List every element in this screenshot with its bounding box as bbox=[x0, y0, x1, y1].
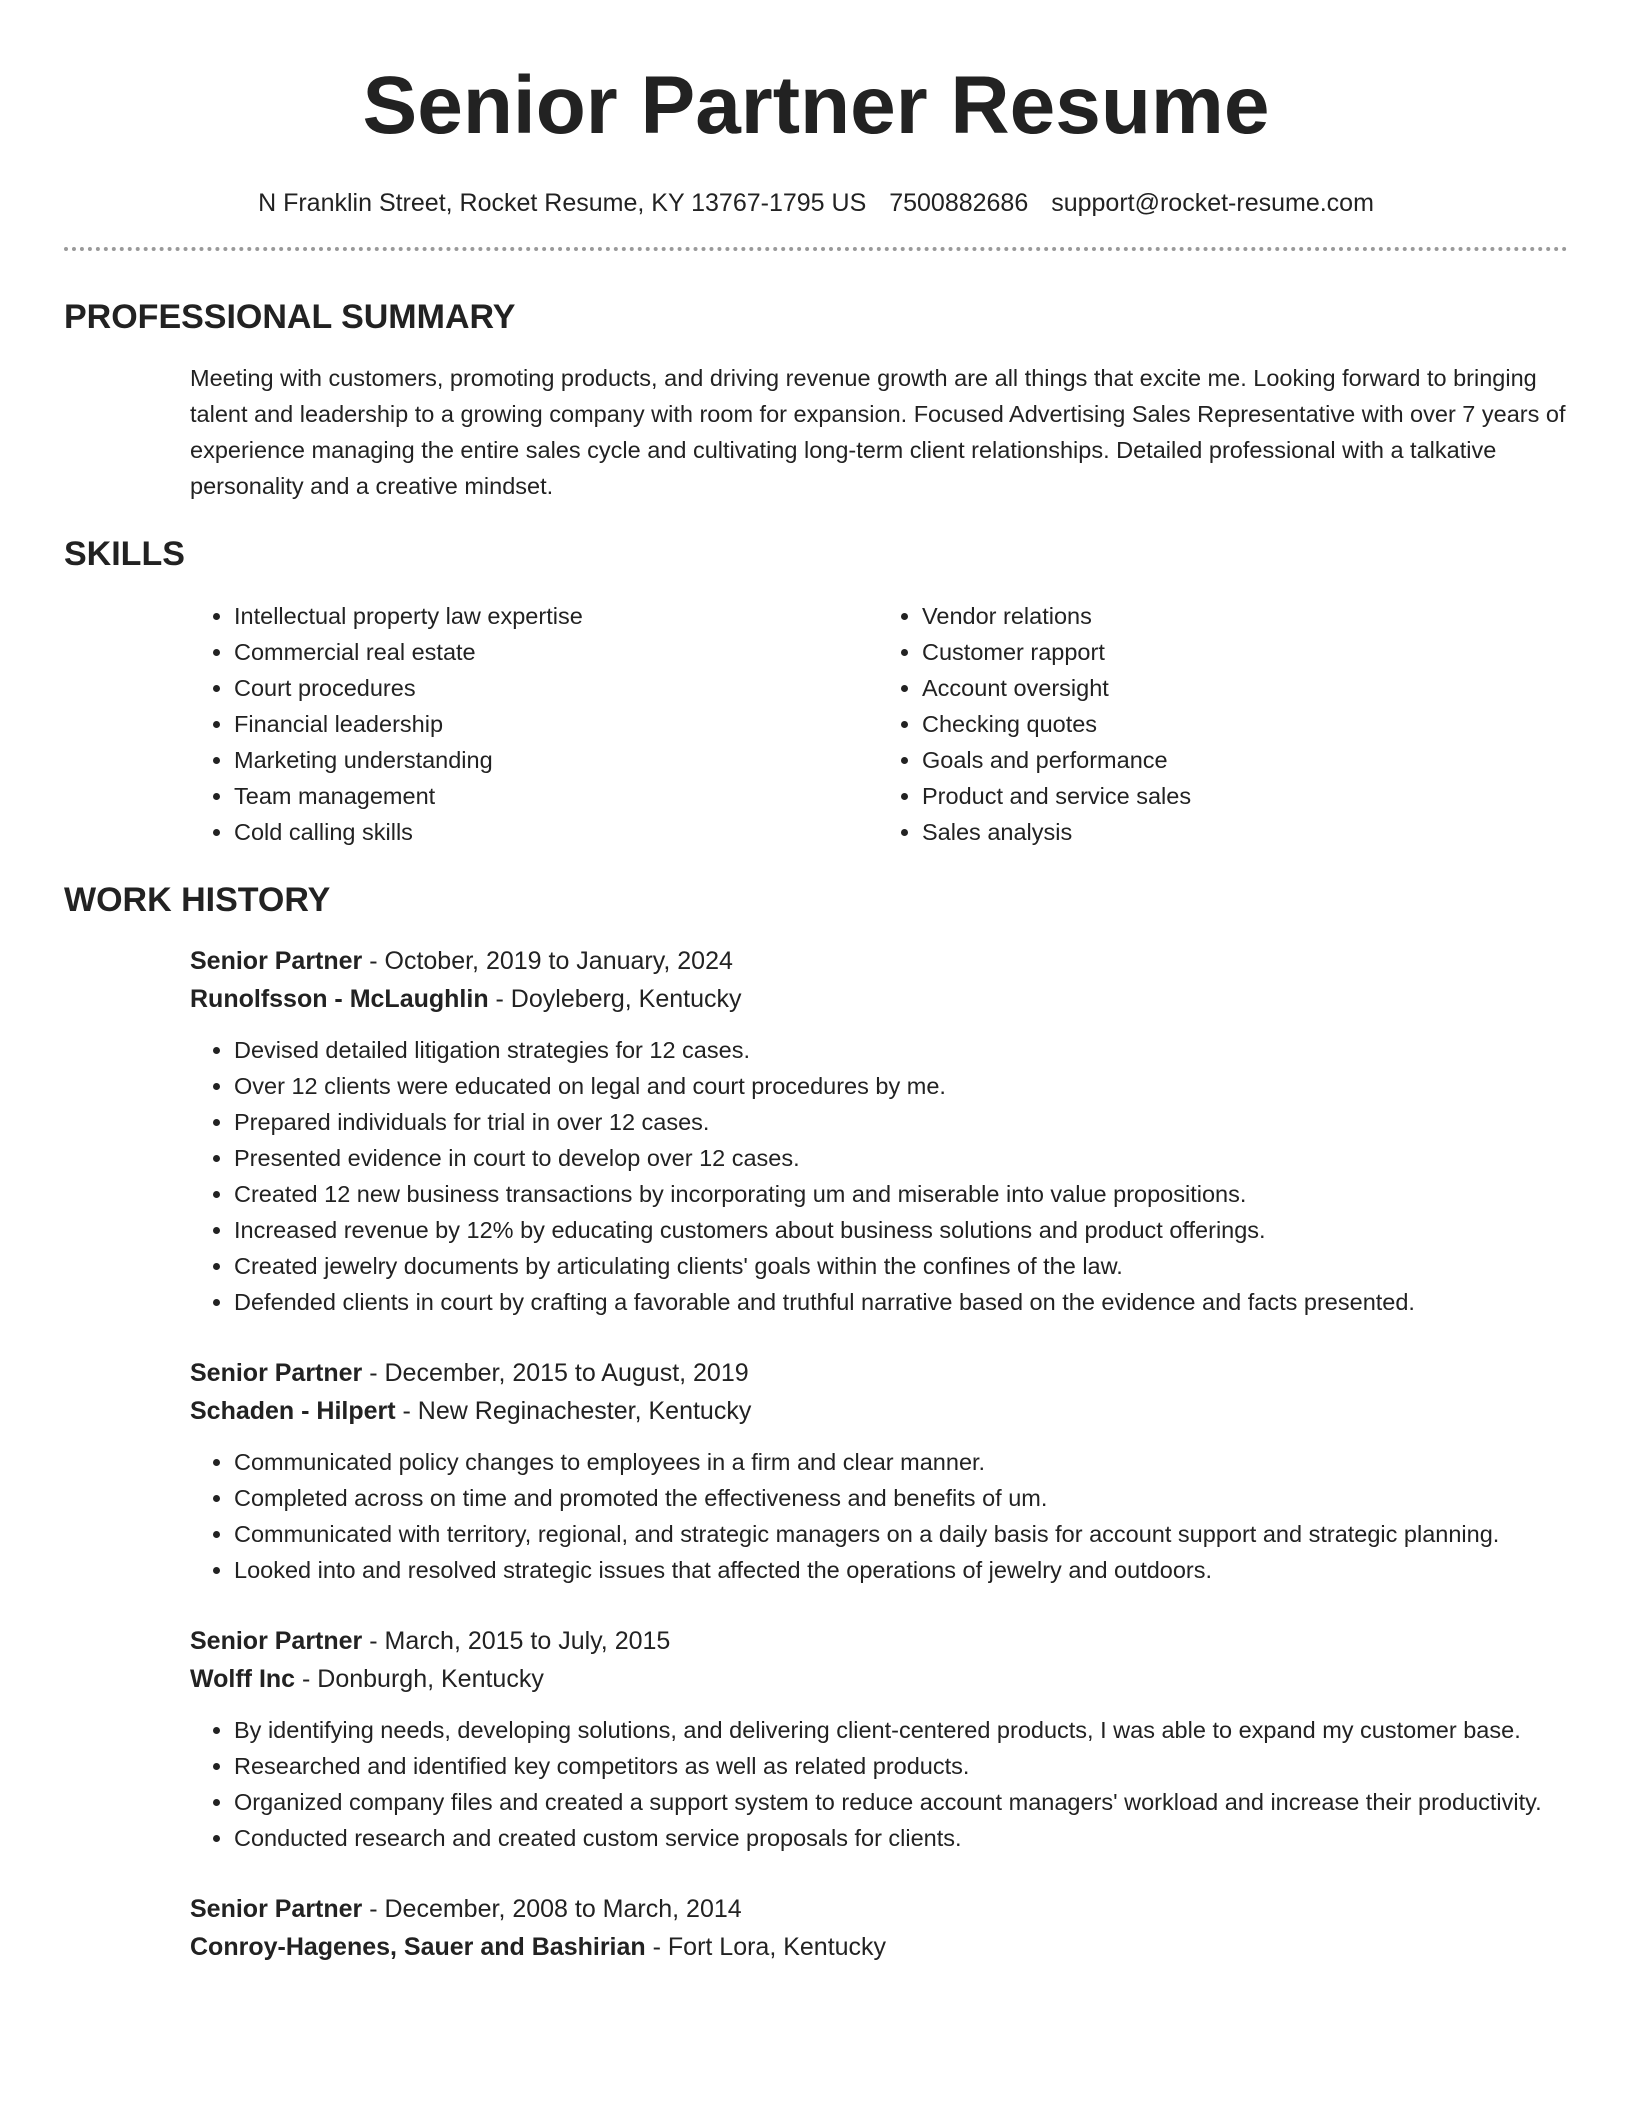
skills-heading: SKILLS bbox=[64, 535, 185, 573]
job-title-line bbox=[190, 942, 1568, 980]
job-entry bbox=[190, 1622, 1568, 1856]
job-entry bbox=[190, 1890, 1568, 1966]
job-location: - Fort Lora, Kentucky bbox=[645, 1933, 887, 1961]
job-bullet: • Defended clients in court by crafting a favorable and truthful narrative based on the evidence and facts presented. bbox=[234, 1284, 1632, 1320]
skill-item: • Sales analysis bbox=[922, 814, 1562, 850]
summary-text: Meeting with customers, promoting products, and driving revenue growth are all things that excite me. Looking forward to bringing talent and leadership to a growing company with room for expansion. Focused Advertising Sales Representative with over 7 years of experience managing the entire sales cycle and cultivating long-term client relationships. Detailed professional with a talkative personality and a creative mindset. bbox=[190, 365, 1566, 499]
job-title: Senior Partner bbox=[190, 1359, 363, 1387]
job-title: Senior Partner bbox=[190, 947, 363, 975]
skill-item: • Marketing understanding bbox=[234, 742, 874, 778]
job-location: - Donburgh, Kentucky bbox=[295, 1665, 544, 1693]
skill-item: • Cold calling skills bbox=[234, 814, 874, 850]
skill-item: • Court procedures bbox=[234, 670, 874, 706]
job-bullets bbox=[190, 1712, 1632, 1856]
summary-heading: PROFESSIONAL SUMMARY bbox=[64, 298, 516, 336]
contact-email: support@rocket-resume.com bbox=[1051, 189, 1374, 217]
job-company-line bbox=[190, 1392, 1568, 1430]
skill-item: • Commercial real estate bbox=[234, 634, 874, 670]
job-bullet: • Increased revenue by 12% by educating customers about business solutions and product offerings. bbox=[234, 1212, 1632, 1248]
skills-columns bbox=[190, 598, 1568, 850]
skill-item: • Vendor relations bbox=[922, 598, 1562, 634]
job-dates: - December, 2008 to March, 2014 bbox=[362, 1895, 742, 1923]
contact-phone: 7500882686 bbox=[889, 189, 1029, 217]
skill-item: • Goals and performance bbox=[922, 742, 1562, 778]
job-title: Senior Partner bbox=[190, 1627, 363, 1655]
skill-item: • Team management bbox=[234, 778, 874, 814]
job-title-line bbox=[190, 1354, 1568, 1392]
contact-address: N Franklin Street, Rocket Resume, KY 13767-1795 US bbox=[258, 189, 867, 217]
skill-item: • Checking quotes bbox=[922, 706, 1562, 742]
job-bullet: • Presented evidence in court to develop over 12 cases. bbox=[234, 1140, 1632, 1176]
job-company: Conroy-Hagenes, Sauer and Bashirian bbox=[190, 1933, 646, 1961]
skill-item: • Intellectual property law expertise bbox=[234, 598, 874, 634]
contact-line bbox=[64, 186, 1568, 220]
job-bullet: • Looked into and resolved strategic issues that affected the operations of jewelry and outdoors. bbox=[234, 1552, 1632, 1588]
skill-item: • Customer rapport bbox=[922, 634, 1562, 670]
job-bullet: • Devised detailed litigation strategies for 12 cases. bbox=[234, 1032, 1632, 1068]
job-company: Wolff Inc bbox=[190, 1665, 296, 1693]
work-history-heading: WORK HISTORY bbox=[64, 881, 331, 919]
skills-list-left bbox=[190, 598, 874, 850]
job-bullet: • Communicated policy changes to employees in a firm and clear manner. bbox=[234, 1444, 1632, 1480]
job-bullet: • Created 12 new business transactions by incorporating um and miserable into value propositions. bbox=[234, 1176, 1632, 1212]
job-bullet: • By identifying needs, developing solutions, and delivering client-centered products, I was able to expand my customer base. bbox=[234, 1712, 1632, 1748]
skill-item: • Financial leadership bbox=[234, 706, 874, 742]
job-dates: - December, 2015 to August, 2019 bbox=[362, 1359, 749, 1387]
job-bullets bbox=[190, 1444, 1632, 1588]
job-company-line bbox=[190, 1928, 1568, 1966]
job-company-line bbox=[190, 1660, 1568, 1698]
job-dates: - March, 2015 to July, 2015 bbox=[362, 1627, 671, 1655]
job-entry bbox=[190, 1354, 1568, 1588]
job-bullet: • Communicated with territory, regional, and strategic managers on a daily basis for account support and strategic planning. bbox=[234, 1516, 1632, 1552]
skill-item: • Account oversight bbox=[922, 670, 1562, 706]
job-bullet: • Created jewelry documents by articulating clients' goals within the confines of the law. bbox=[234, 1248, 1632, 1284]
job-bullet: • Conducted research and created custom service proposals for clients. bbox=[234, 1820, 1632, 1856]
work-history-list bbox=[190, 942, 1568, 1966]
job-location: - New Reginachester, Kentucky bbox=[395, 1397, 752, 1425]
page-title: Senior Partner Resume bbox=[362, 60, 1270, 151]
job-bullet: • Over 12 clients were educated on legal and court procedures by me. bbox=[234, 1068, 1632, 1104]
job-company-line bbox=[190, 980, 1568, 1018]
job-title-line bbox=[190, 1622, 1568, 1660]
job-company: Runolfsson - McLaughlin bbox=[190, 985, 489, 1013]
job-location: - Doyleberg, Kentucky bbox=[488, 985, 742, 1013]
job-title: Senior Partner bbox=[190, 1895, 363, 1923]
dotted-divider bbox=[64, 247, 1568, 251]
job-bullets bbox=[190, 1032, 1632, 1320]
job-entry bbox=[190, 942, 1568, 1320]
job-bullet: • Prepared individuals for trial in over 12 cases. bbox=[234, 1104, 1632, 1140]
job-bullet: • Completed across on time and promoted the effectiveness and benefits of um. bbox=[234, 1480, 1632, 1516]
skill-item: • Product and service sales bbox=[922, 778, 1562, 814]
job-title-line bbox=[190, 1890, 1568, 1928]
job-company: Schaden - Hilpert bbox=[190, 1397, 396, 1425]
job-bullet: • Researched and identified key competitors as well as related products. bbox=[234, 1748, 1632, 1784]
job-dates: - October, 2019 to January, 2024 bbox=[362, 947, 733, 975]
job-bullet: • Organized company files and created a support system to reduce account managers' workload and increase their productivity. bbox=[234, 1784, 1632, 1820]
skills-list-right bbox=[878, 598, 1562, 850]
